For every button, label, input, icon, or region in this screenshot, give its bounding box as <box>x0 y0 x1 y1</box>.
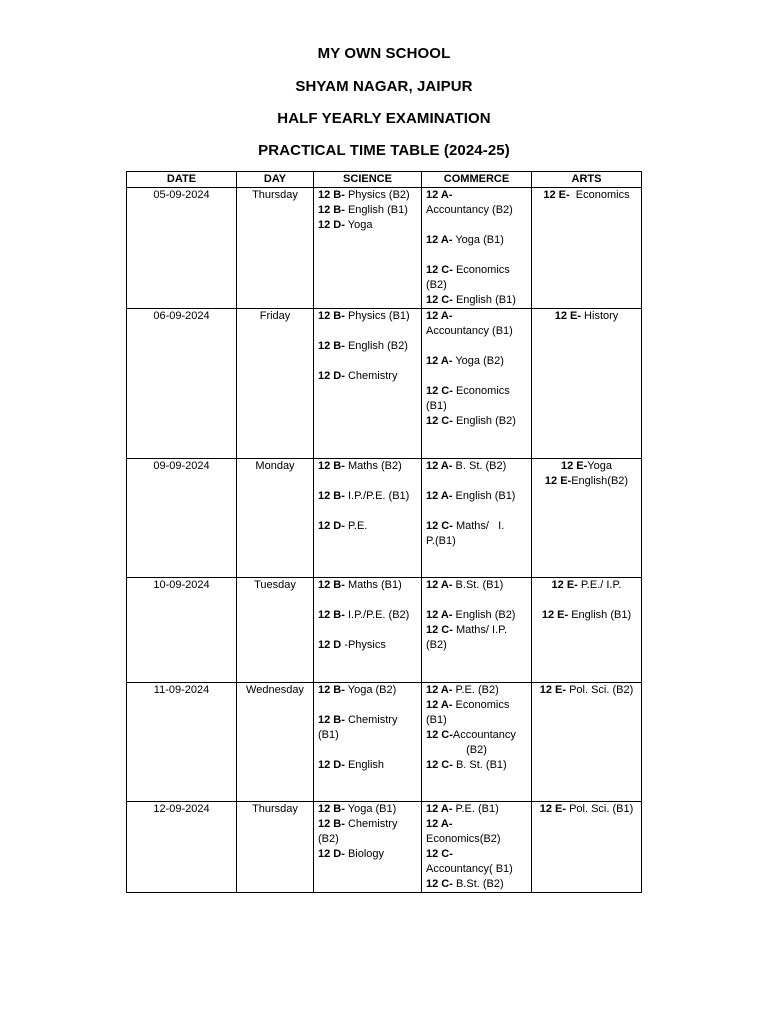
commerce-cell <box>422 188 532 309</box>
subject-entry <box>318 188 417 203</box>
subject-label: Chemistry <box>344 818 398 830</box>
school-location: SHYAM NAGAR, JAIPUR <box>295 78 473 95</box>
subject-label: English <box>344 759 385 771</box>
date-cell: 12-09-2024 <box>127 802 237 893</box>
subject-entry <box>426 534 527 549</box>
subject-entry <box>426 188 527 203</box>
subject-label: Accountancy (B1) <box>426 325 513 337</box>
subject-label: English (B2) <box>452 415 516 427</box>
class-label: 12 E- <box>539 684 567 696</box>
subject-entry <box>426 713 527 728</box>
science-cell <box>314 802 422 893</box>
science-cell <box>314 683 422 802</box>
class-label: 12 C- <box>426 415 453 427</box>
subject-entry <box>426 233 527 248</box>
class-label: 12 E- <box>544 475 572 487</box>
subject-label: Pol. Sci. (B2) <box>566 684 634 696</box>
subject-label: B.St. (B1) <box>452 579 504 591</box>
class-label: 12 A- <box>426 460 453 472</box>
subject-label: Economics <box>452 264 510 276</box>
subject-entry <box>318 758 417 773</box>
subject-entry <box>318 728 417 743</box>
subject-label: Accountancy( B1) <box>426 863 513 875</box>
date-cell: 06-09-2024 <box>127 309 237 459</box>
subject-entry <box>426 608 527 623</box>
class-label: 12 C- <box>426 848 453 860</box>
subject-entry <box>426 263 527 278</box>
subject-entry <box>426 758 527 773</box>
subject-label: (B1) <box>426 400 447 412</box>
subject-label: Maths (B1) <box>344 579 402 591</box>
class-label: 12 A- <box>426 579 453 591</box>
commerce-cell <box>422 802 532 893</box>
subject-label: English(B2) <box>571 475 629 487</box>
day-cell: Tuesday <box>237 578 314 683</box>
subject-entry <box>536 474 637 489</box>
class-label: 12 B- <box>318 340 345 352</box>
timetable-body <box>127 188 642 893</box>
day-cell: Monday <box>237 459 314 578</box>
subject-entry <box>426 698 527 713</box>
column-header-science: SCIENCE <box>314 172 422 188</box>
subject-entry <box>318 802 417 817</box>
subject-entry <box>426 354 527 369</box>
blank-line <box>318 354 417 369</box>
blank-line <box>318 324 417 339</box>
column-header-day: DAY <box>237 172 314 188</box>
class-label: 12 D <box>318 639 342 651</box>
class-label: 12 C- <box>426 264 453 276</box>
subject-label: P.E./ I.P. <box>577 579 622 591</box>
arts-cell <box>532 578 642 683</box>
subject-label: Yoga (B2) <box>344 684 397 696</box>
class-label: 12 E- <box>551 579 578 591</box>
subject-entry <box>426 414 527 429</box>
blank-line <box>426 474 527 489</box>
day-cell: Thursday <box>237 802 314 893</box>
subject-label: Economics <box>452 385 510 397</box>
subject-entry <box>536 309 637 324</box>
subject-label: Economics <box>452 699 510 711</box>
subject-label: English (B1) <box>452 490 516 502</box>
subject-entry <box>318 832 417 847</box>
class-label: 12 A- <box>426 490 453 502</box>
blank-line <box>318 743 417 758</box>
subject-label: (B2) <box>318 833 339 845</box>
class-label: 12 B- <box>318 803 345 815</box>
subject-label: P.E. <box>344 520 368 532</box>
arts-cell <box>532 459 642 578</box>
date-cell: 11-09-2024 <box>127 683 237 802</box>
table-row <box>127 188 642 309</box>
subject-label: (B1) <box>426 714 447 726</box>
class-label: 12 B- <box>318 189 345 201</box>
class-label: 12 A- <box>426 818 453 830</box>
class-label: 12 A- <box>426 355 453 367</box>
subject-entry <box>426 862 527 877</box>
day-cell: Thursday <box>237 188 314 309</box>
subject-entry <box>536 802 637 817</box>
class-label: 12 E- <box>539 803 567 815</box>
subject-entry <box>426 293 527 308</box>
class-label: 12 A- <box>426 234 453 246</box>
subject-label: Yoga <box>587 460 612 472</box>
subject-entry <box>426 743 527 758</box>
class-label: 12 E- <box>543 189 570 201</box>
subject-entry <box>426 309 527 324</box>
subject-entry <box>426 638 527 653</box>
commerce-cell <box>422 683 532 802</box>
subject-entry <box>318 218 417 233</box>
subject-entry <box>318 578 417 593</box>
subject-entry <box>318 713 417 728</box>
subject-entry <box>426 489 527 504</box>
class-label: 12 B- <box>318 490 345 502</box>
subject-label: Maths (B2) <box>344 460 402 472</box>
arts-cell <box>532 309 642 459</box>
class-label: 12 E- <box>541 609 569 621</box>
table-row <box>127 459 642 578</box>
timetable-title: PRACTICAL TIME TABLE (2024-25) <box>258 142 510 159</box>
subject-label: B.St. (B2) <box>452 878 504 890</box>
subject-entry <box>318 339 417 354</box>
subject-label: Chemistry <box>344 370 398 382</box>
subject-label: P.E. (B2) <box>452 684 499 696</box>
date-cell: 10-09-2024 <box>127 578 237 683</box>
class-label: 12 B- <box>318 460 345 472</box>
subject-entry <box>426 384 527 399</box>
table-row <box>127 683 642 802</box>
subject-entry <box>426 817 527 832</box>
subject-label: English (B2) <box>344 340 408 352</box>
table-row <box>127 802 642 893</box>
subject-entry <box>426 578 527 593</box>
subject-label: English (B2) <box>452 609 516 621</box>
subject-label: Yoga (B1) <box>452 234 504 246</box>
class-label: 12 C- <box>426 294 453 306</box>
class-label: 12 A- <box>426 189 453 201</box>
subject-label: B. St. (B1) <box>452 759 507 771</box>
subject-label: Chemistry <box>344 714 398 726</box>
subject-entry <box>536 188 637 203</box>
timetable <box>126 171 642 893</box>
subject-label: I.P./P.E. (B2) <box>344 609 410 621</box>
blank-line <box>318 474 417 489</box>
subject-entry <box>426 623 527 638</box>
table-row <box>127 309 642 459</box>
subject-entry <box>318 459 417 474</box>
subject-entry <box>426 519 527 534</box>
blank-line <box>318 698 417 713</box>
subject-entry <box>426 877 527 892</box>
subject-label: Yoga (B1) <box>344 803 397 815</box>
subject-entry <box>318 519 417 534</box>
subject-label: History <box>581 310 619 322</box>
subject-label: I.P./P.E. (B1) <box>344 490 410 502</box>
subject-entry <box>318 638 417 653</box>
day-cell: Wednesday <box>237 683 314 802</box>
science-cell <box>314 578 422 683</box>
subject-entry <box>536 459 637 474</box>
class-label: 12 B- <box>318 310 345 322</box>
subject-label: Pol. Sci. (B1) <box>566 803 634 815</box>
blank-line <box>318 623 417 638</box>
subject-entry <box>426 278 527 293</box>
class-label: 12 D- <box>318 520 345 532</box>
subject-label: Yoga <box>344 219 373 231</box>
blank-line <box>426 248 527 263</box>
class-label: 12 C- <box>426 624 453 636</box>
blank-line <box>318 593 417 608</box>
subject-label: Maths/ I.P. <box>452 624 508 636</box>
blank-line <box>426 504 527 519</box>
date-cell: 09-09-2024 <box>127 459 237 578</box>
subject-label: (B2) <box>466 744 487 756</box>
subject-entry <box>318 489 417 504</box>
subject-label: P.(B1) <box>426 535 456 547</box>
class-label: 12 B- <box>318 818 345 830</box>
subject-label: Physics (B2) <box>344 189 410 201</box>
subject-entry <box>426 847 527 862</box>
subject-label: English (B1) <box>568 609 632 621</box>
class-label: 12 A- <box>426 684 453 696</box>
science-cell <box>314 188 422 309</box>
arts-cell <box>532 683 642 802</box>
subject-label: Economics <box>569 189 630 201</box>
class-label: 12 C- <box>426 878 453 890</box>
table-row <box>127 578 642 683</box>
subject-entry <box>318 683 417 698</box>
arts-cell <box>532 188 642 309</box>
subject-entry <box>318 369 417 384</box>
column-header-commerce: COMMERCE <box>422 172 532 188</box>
day-cell: Friday <box>237 309 314 459</box>
subject-label: B. St. (B2) <box>452 460 507 472</box>
subject-entry <box>426 683 527 698</box>
subject-entry <box>426 728 527 743</box>
school-name: MY OWN SCHOOL <box>317 45 451 62</box>
subject-label: (B1) <box>318 729 339 741</box>
column-header-date: DATE <box>127 172 237 188</box>
commerce-cell <box>422 578 532 683</box>
class-label: 12 A- <box>426 803 453 815</box>
subject-label: English (B1) <box>344 204 408 216</box>
class-label: 12 D- <box>318 759 345 771</box>
commerce-cell <box>422 459 532 578</box>
date-cell: 05-09-2024 <box>127 188 237 309</box>
subject-entry <box>426 324 527 339</box>
blank-line <box>426 593 527 608</box>
subject-entry <box>318 817 417 832</box>
subject-label: -Physics <box>341 639 386 651</box>
subject-entry <box>536 683 637 698</box>
subject-entry <box>536 608 637 623</box>
blank-line <box>318 504 417 519</box>
subject-label: English (B1) <box>452 294 516 306</box>
subject-entry <box>426 832 527 847</box>
subject-label: Economics(B2) <box>426 833 501 845</box>
class-label: 12 B- <box>318 609 345 621</box>
subject-entry <box>318 847 417 862</box>
subject-label: (B2) <box>426 639 447 651</box>
subject-entry <box>318 608 417 623</box>
class-label: 12 D- <box>318 848 345 860</box>
subject-label: Yoga (B2) <box>452 355 504 367</box>
subject-label: Biology <box>344 848 385 860</box>
blank-line <box>426 339 527 354</box>
subject-entry <box>426 399 527 414</box>
class-label: 12 C- <box>426 729 453 741</box>
subject-entry <box>426 203 527 218</box>
class-label: 12 B- <box>318 579 345 591</box>
arts-cell <box>532 802 642 893</box>
class-label: 12 E- <box>561 460 588 472</box>
subject-entry <box>426 802 527 817</box>
class-label: 12 A- <box>426 699 453 711</box>
blank-line <box>426 369 527 384</box>
class-label: 12 A- <box>426 609 453 621</box>
science-cell <box>314 309 422 459</box>
subject-label: Accountancy (B2) <box>426 204 513 216</box>
header-row <box>127 172 642 188</box>
subject-label: Physics (B1) <box>344 310 410 322</box>
class-label: 12 B- <box>318 684 345 696</box>
subject-entry <box>426 459 527 474</box>
class-label: 12 C- <box>426 520 453 532</box>
blank-line <box>426 218 527 233</box>
column-header-arts: ARTS <box>532 172 642 188</box>
subject-entry <box>536 578 637 593</box>
science-cell <box>314 459 422 578</box>
class-label: 12 A- <box>426 310 453 322</box>
class-label: 12 D- <box>318 219 345 231</box>
class-label: 12 C- <box>426 759 453 771</box>
blank-line <box>536 593 637 608</box>
subject-entry <box>318 309 417 324</box>
subject-label: Accountancy <box>452 729 516 741</box>
commerce-cell <box>422 309 532 459</box>
subject-label: P.E. (B1) <box>452 803 499 815</box>
exam-title: HALF YEARLY EXAMINATION <box>277 110 491 127</box>
subject-entry <box>318 203 417 218</box>
class-label: 12 B- <box>318 204 345 216</box>
class-label: 12 C- <box>426 385 453 397</box>
class-label: 12 B- <box>318 714 345 726</box>
class-label: 12 D- <box>318 370 345 382</box>
subject-label: (B2) <box>426 279 447 291</box>
class-label: 12 E- <box>554 310 581 322</box>
subject-label: Maths/ I. <box>452 520 505 532</box>
